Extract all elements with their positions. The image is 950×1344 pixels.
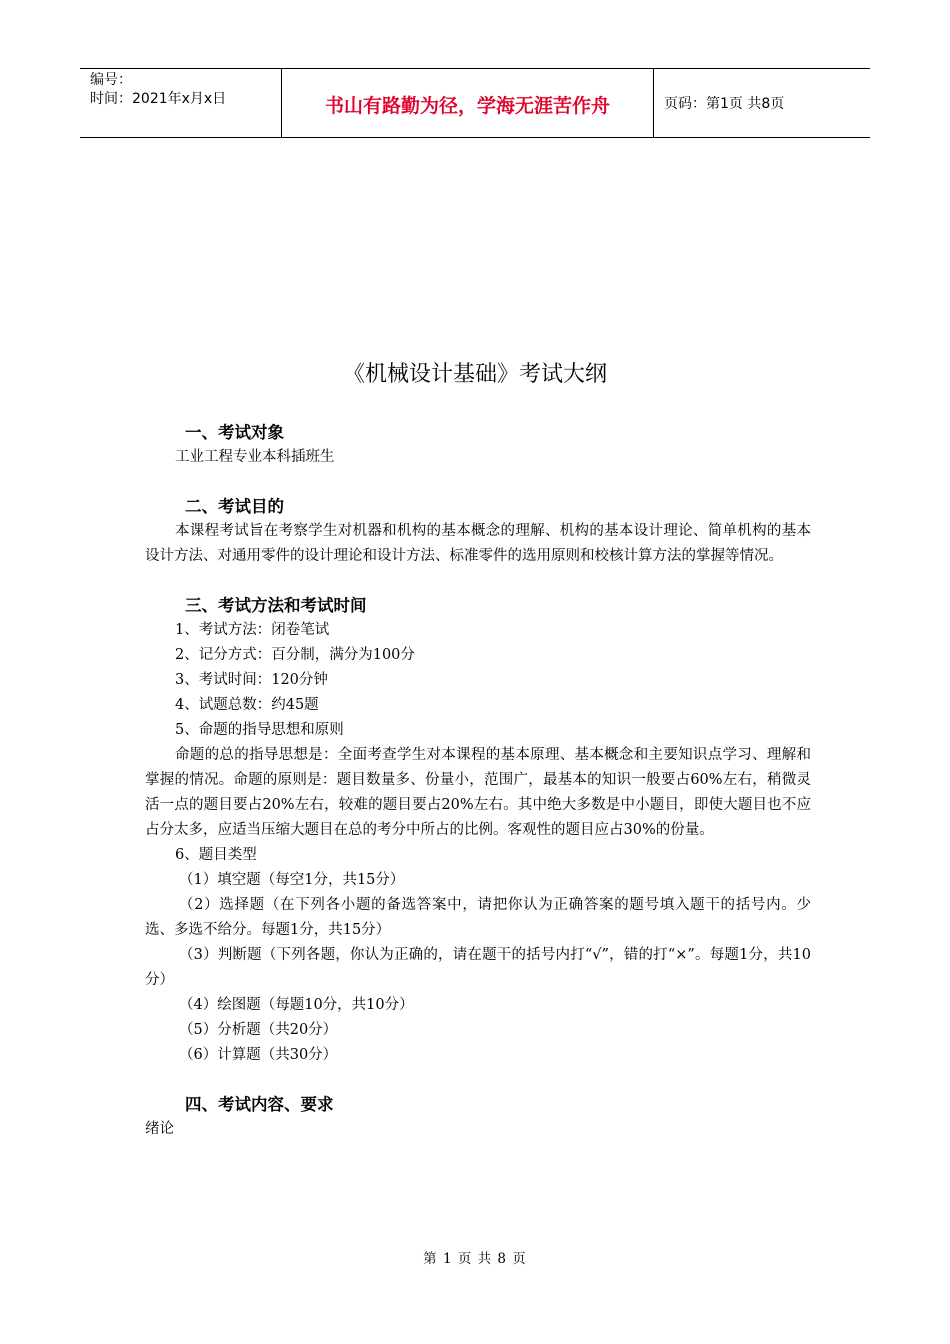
section-1-body: 工业工程专业本科插班生 — [175, 449, 335, 465]
guiding-principle-item: 5、命题的指导思想和原则 — [175, 722, 344, 738]
question-types-title: 6、题目类型 — [175, 847, 257, 863]
document-body — [145, 420, 811, 1142]
page-header — [80, 68, 870, 138]
page-footer: 第 1 页 共 8 页 — [423, 1251, 527, 1267]
exam-method-item: 1、考试方法：闭卷笔试 — [175, 622, 330, 638]
header-motto: 书山有路勤为径，学海无涯苦作舟 — [282, 69, 654, 137]
question-type-true-false: （3）判断题（下列各题，你认为正确的，请在题干的括号内打“√”，错的打“×”。每题1分，共10分） — [145, 947, 811, 988]
scoring-method-item: 2、记分方式：百分制，满分为100分 — [175, 647, 415, 663]
question-type-fill-blank: （1）填空题（每空1分，共15分） — [179, 872, 405, 888]
question-type-choice: （2）选择题（在下列各小题的备选答案中，请把你认为正确答案的题号填入题干的括号内。少选、多选不给分。每题1分，共15分） — [145, 897, 811, 938]
question-type-drawing: （4）绘图题（每题10分，共10分） — [179, 997, 414, 1013]
header-meta — [80, 69, 282, 137]
section-2-body: 本课程考试旨在考察学生对机器和机构的基本概念的理解、机构的基本设计理论、简单机构的基本设计方法、对通用零件的设计理论和设计方法、标准零件的选用原则和校核计算方法的掌握等情况。 — [145, 523, 811, 564]
section-1-title: 一、考试对象 — [185, 423, 284, 442]
section-2-title: 二、考试目的 — [185, 497, 284, 516]
header-page-info: 页码：第1页 共8页 — [664, 96, 785, 112]
document-number: 编号： — [90, 72, 132, 88]
section-4-title: 四、考试内容、要求 — [185, 1095, 334, 1114]
guiding-principle-paragraph: 命题的总的指导思想是：全面考查学生对本课程的基本原理、基本概念和主要知识点学习、理解和掌握的情况。命题的原则是：题目数量多、份量小，范围广，最基本的知识一般要占60%左右，稍微灵活一点的题目要占20%左右，较难的题目要占20%左右。其中绝大多数是中小题目，即使大题目也不应占分太多，应适当压缩大题目在总的考分中所占的比例。客观性的题目应占30%的份量。 — [145, 747, 811, 838]
question-type-calculation: （6）计算题（共30分） — [179, 1047, 338, 1063]
document-title: 《机械设计基础》考试大纲 — [342, 362, 607, 387]
exam-time-item: 3、考试时间：120分钟 — [175, 672, 328, 688]
document-date: 时间：2021年x月x日 — [90, 91, 227, 107]
question-count-item: 4、试题总数：约45题 — [175, 697, 319, 713]
section-3-title: 三、考试方法和考试时间 — [185, 596, 367, 615]
question-type-analysis: （5）分析题（共20分） — [179, 1022, 338, 1038]
section-4-body: 绪论 — [145, 1121, 174, 1137]
